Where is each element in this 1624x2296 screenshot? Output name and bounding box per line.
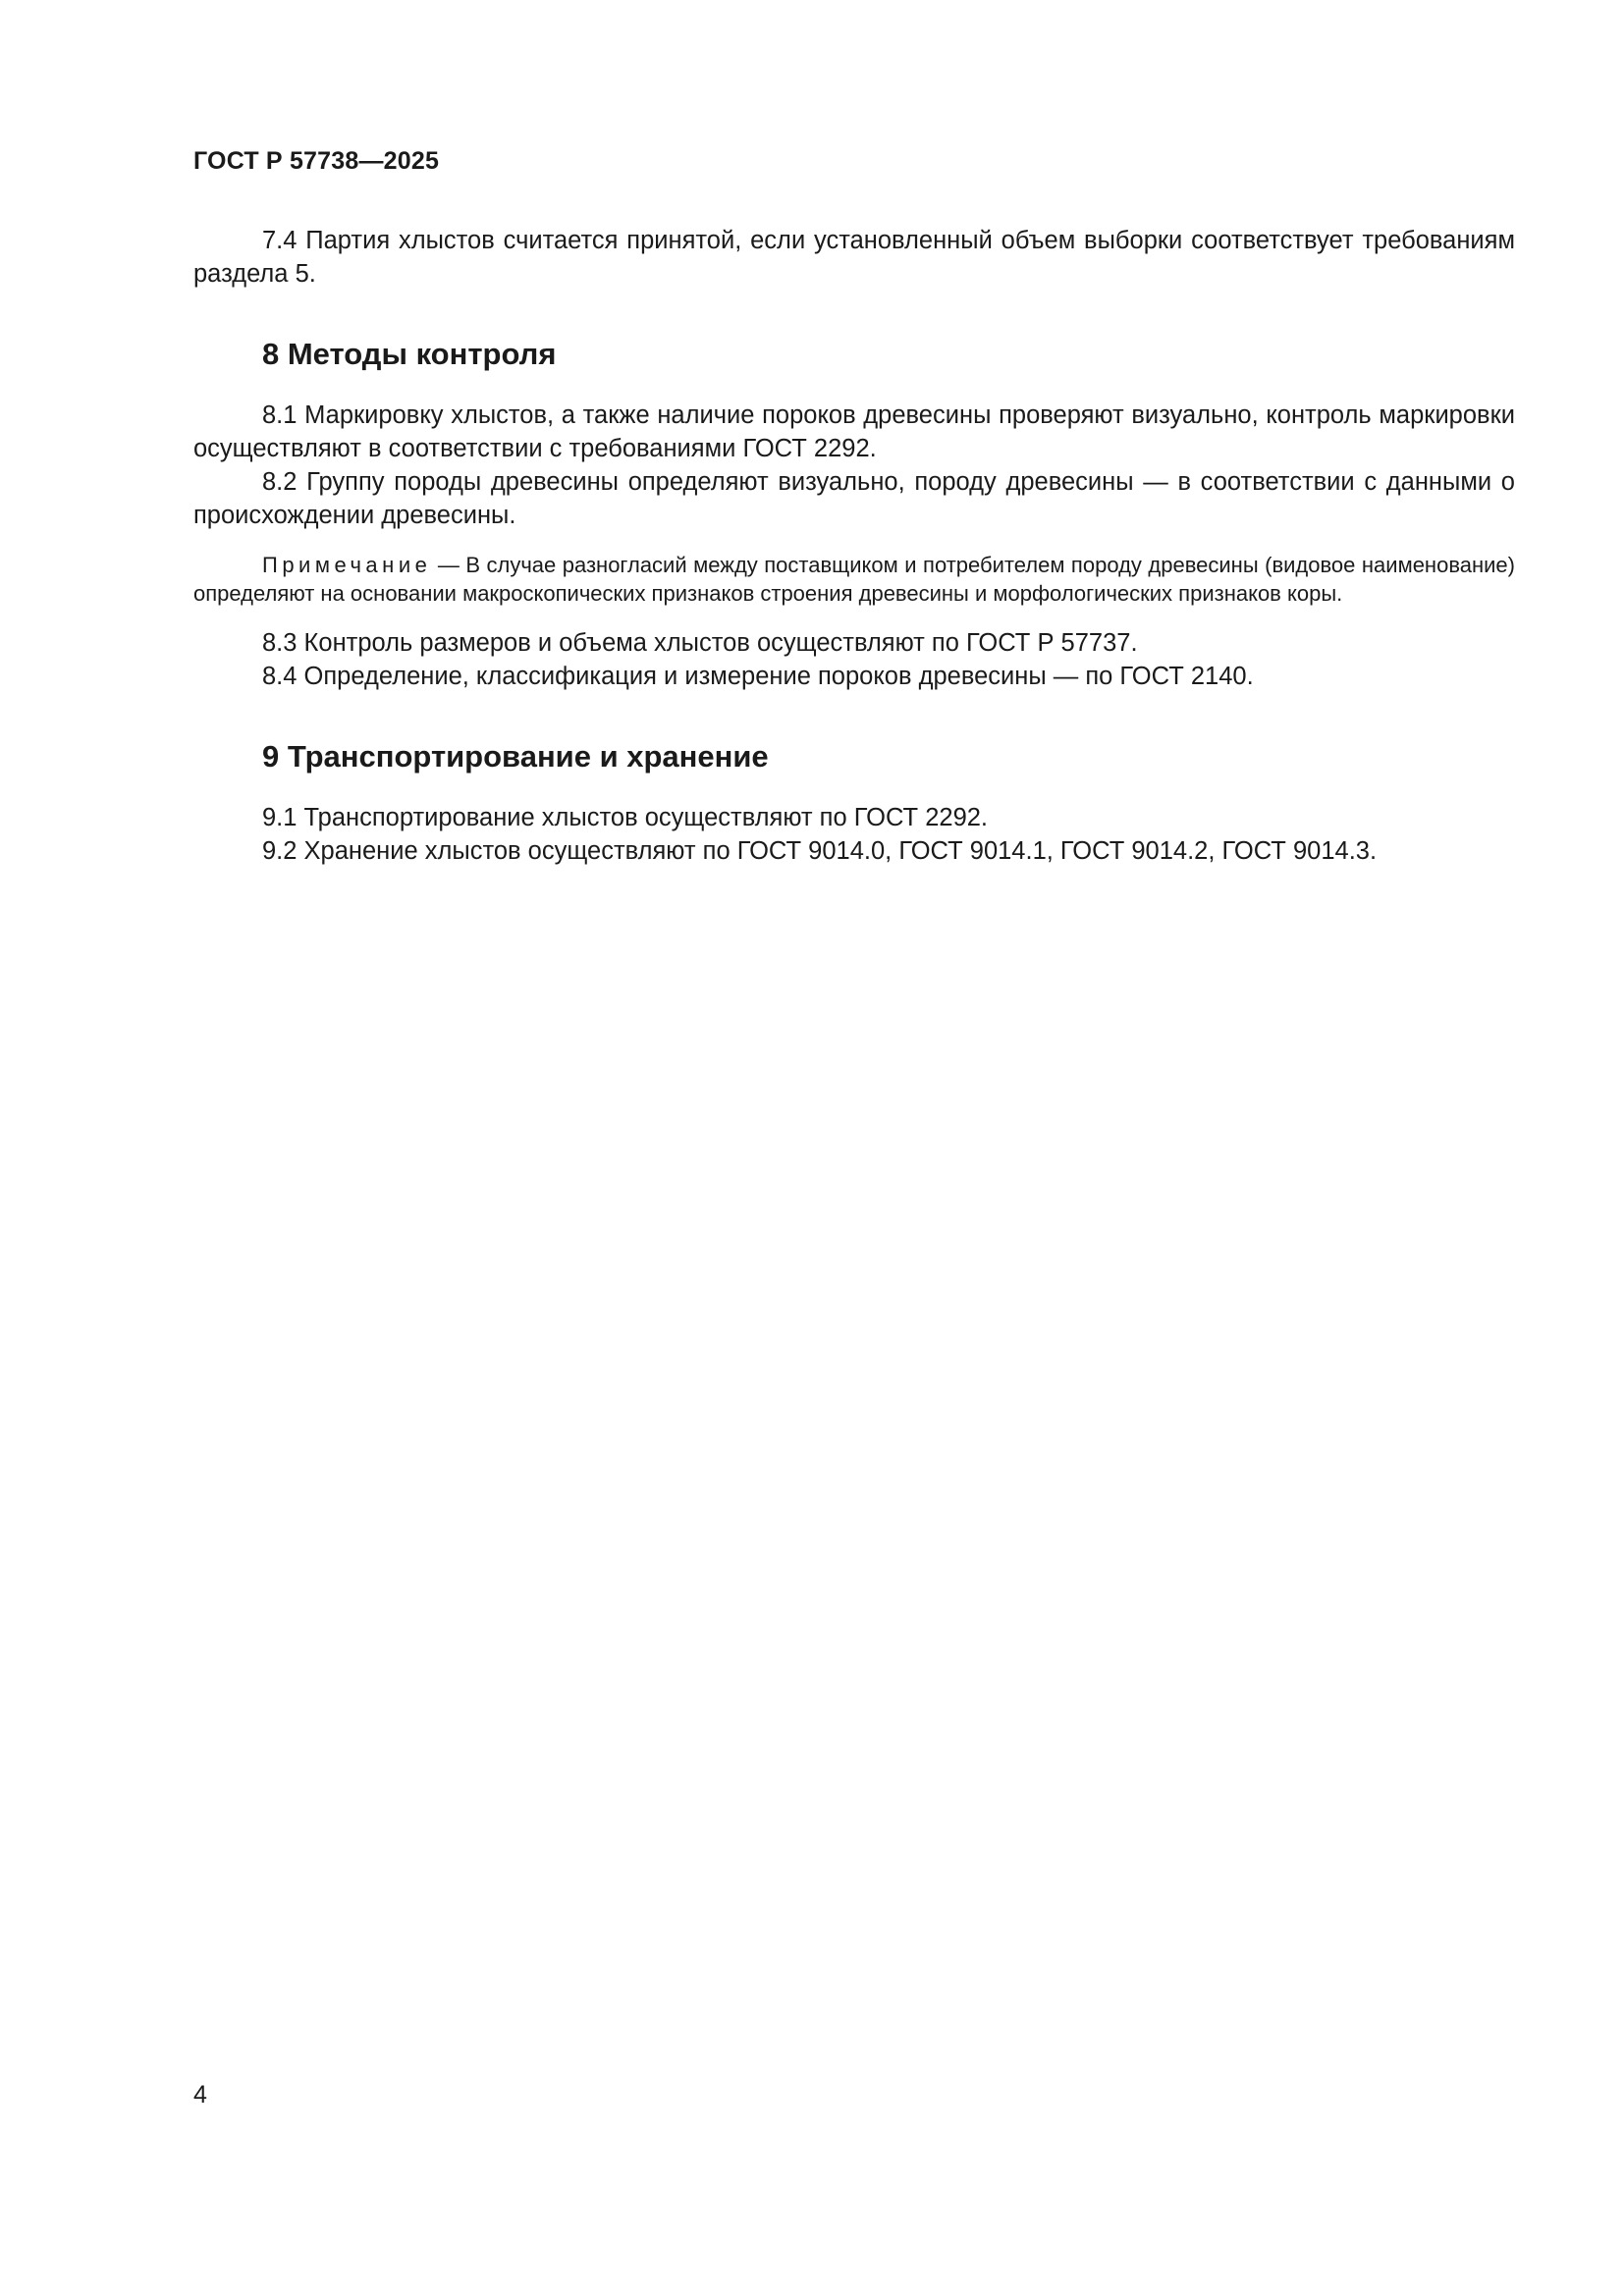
paragraph-8-4: 8.4 Определение, классификация и измерение пороков древесины — по ГОСТ 2140. <box>262 663 1254 690</box>
paragraph-8-2: 8.2 Группу породы древесины определяют визуально, породу древесины — в соответствии с данными о происхождении древесины. <box>193 468 1515 529</box>
paragraph-8-3: 8.3 Контроль размеров и объема хлыстов осуществляют по ГОСТ Р 57737. <box>262 629 1138 657</box>
section-8-heading: 8 Методы контроля <box>262 337 557 371</box>
note-text: — В случае разногласий между поставщиком и потребителем породу древесины (видовое наименование) определяют на основании макроскопических признаков строения древесины и морфологических признаков коры. <box>193 553 1515 606</box>
paragraph-9-2: 9.2 Хранение хлыстов осуществляют по ГОСТ 9014.0, ГОСТ 9014.1, ГОСТ 9014.2, ГОСТ 9014.3. <box>262 837 1378 865</box>
document-code-header: ГОСТ Р 57738—2025 <box>193 147 440 175</box>
section-9-heading: 9 Транспортирование и хранение <box>262 739 769 774</box>
paragraph-9-1: 9.1 Транспортирование хлыстов осуществляют по ГОСТ 2292. <box>262 804 989 831</box>
page-number: 4 <box>193 2081 207 2109</box>
note-block <box>193 551 1515 608</box>
paragraph-7-4: 7.4 Партия хлыстов считается принятой, если установленный объем выборки соответствует требованиям раздела 5. <box>193 227 1515 288</box>
paragraph-8-1: 8.1 Маркировку хлыстов, а также наличие пороков древесины проверяют визуально, контроль маркировки осуществляют в соответствии с требованиями ГОСТ 2292. <box>193 401 1515 462</box>
note-label: Примечание <box>262 553 432 577</box>
document-body <box>193 224 1515 868</box>
